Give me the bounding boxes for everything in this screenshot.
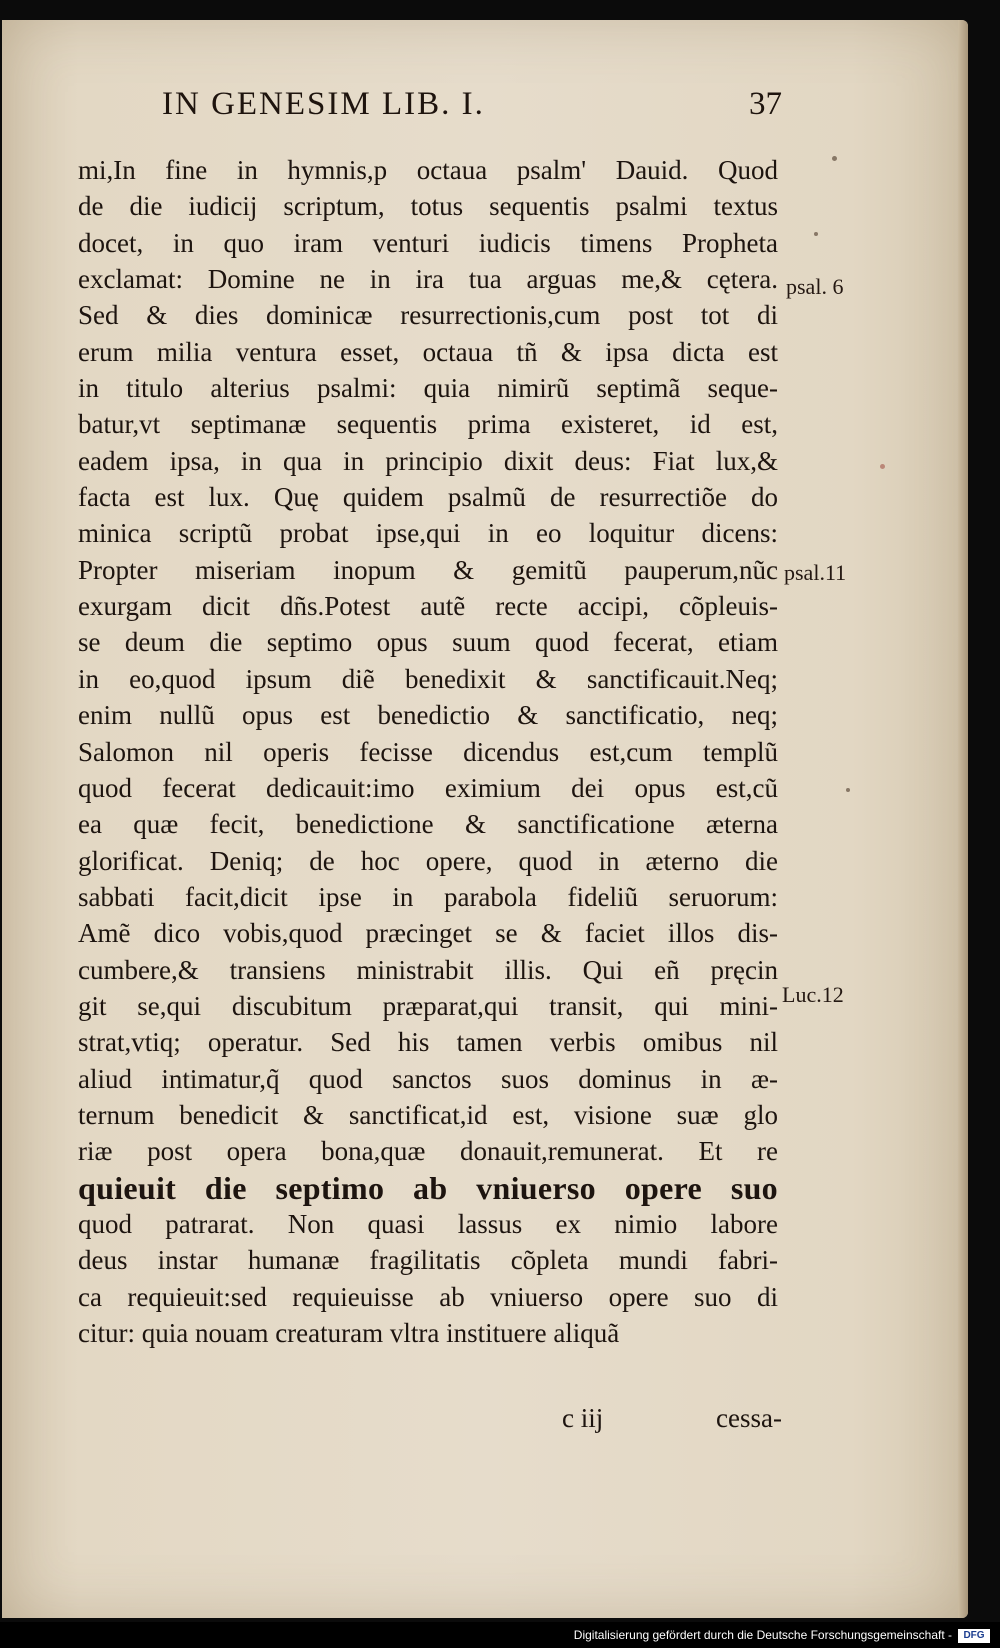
text-line: eadem ipsa, in qua in principio dixit deus: Fiat lux,&	[78, 445, 778, 476]
marginal-note-psal-11: psal.11	[784, 560, 847, 585]
text-line: riæ post opera bona,quæ donauit,remunerat. Et re	[78, 1136, 778, 1167]
ink-speck	[814, 232, 818, 236]
signature-mark: c iij	[562, 1403, 604, 1433]
running-head	[162, 86, 782, 130]
footer-credit: Digitalisierung gefördert durch die Deutsche Forschungsgemeinschaft -	[573, 1628, 952, 1642]
body-text	[78, 152, 778, 1351]
page-number: 37	[749, 86, 782, 122]
dfg-logo: DFG	[958, 1629, 990, 1643]
text-line: docet, in quo iram venturi iudicis timens Propheta	[78, 227, 778, 258]
text-line: quod patrarat. Non quasi lassus ex nimio labore	[78, 1208, 778, 1239]
text-line: Propter miseriam inopum & gemitũ pauperum,nũc	[78, 554, 778, 585]
book-page	[2, 20, 968, 1618]
page-edge	[958, 20, 968, 1618]
text-line: Amẽ dico vobis,quod præcinget se & faciet illos dis-	[78, 918, 778, 949]
text-line: strat,vtiq; operatur. Sed his tamen verbis omibus nil	[78, 1027, 778, 1058]
text-line: se deum die septimo opus suum quod fecerat, etiam	[78, 627, 778, 658]
text-line: de die iudicij scriptum, totus sequentis psalmi textus	[78, 191, 778, 222]
text-line: minica scriptũ probat ipse,qui in eo loquitur dicens:	[78, 518, 778, 549]
marginal-note-psal-6: psal. 6	[786, 274, 844, 299]
catchword: cessa-	[716, 1403, 782, 1433]
text-line: quod fecerat dedicauit:imo eximium dei opus est,cũ	[78, 772, 778, 803]
text-line: in eo,quod ipsum diẽ benedixit & sanctificauit.Neq;	[78, 663, 778, 694]
text-line: Sed & dies dominicæ resurrectionis,cum post tot di	[78, 300, 778, 331]
text-line: mi,In fine in hymnis,p octaua psalm' Dauid. Quod	[78, 155, 778, 185]
footer-bar	[0, 1622, 1000, 1648]
ink-speck	[880, 464, 885, 469]
text-line: in titulo alterius psalmi: quia nimirũ septimã seque-	[78, 373, 778, 404]
text-line: facta est lux. Quę quidem psalmũ de resurrectiõe do	[78, 482, 778, 513]
running-head-title: IN GENESIM LIB. I.	[162, 86, 485, 122]
ink-speck	[846, 788, 850, 792]
text-line: cumbere,& transiens ministrabit illis. Qui eñ pręcin	[78, 954, 778, 985]
text-line: enim nullũ opus est benedictio & sanctificatio, neq;	[78, 700, 778, 731]
text-line: exurgam dicit dñs.Potest autẽ recte accipi, cõpleuis-	[78, 591, 778, 622]
text-line: ca requieuit:sed requieuisse ab vniuerso opere suo di	[78, 1281, 778, 1312]
text-line: ea quæ fecit, benedictione & sanctificatione æterna	[78, 809, 778, 840]
text-line: citur: quia nouam creaturam vltra instituere aliquã	[78, 1318, 620, 1348]
text-line-emphasis: quieuit die septimo ab vniuerso opere suo	[78, 1169, 778, 1206]
text-line: glorificat. Deniq; de hoc opere, quod in æterno die	[78, 845, 778, 876]
text-line: aliud intimatur,q̃ quod sanctos suos dominus in æ-	[78, 1063, 778, 1094]
signature-line	[562, 1403, 782, 1439]
text-line: exclamat: Domine ne in ira tua arguas me,& cętera.	[78, 264, 778, 295]
ink-speck	[832, 156, 837, 161]
text-line: Salomon nil operis fecisse dicendus est,cum templũ	[78, 736, 778, 767]
text-line: ternum benedicit & sanctificat,id est, visione suæ glo	[78, 1099, 778, 1130]
text-line: erum milia ventura esset, octaua tñ & ipsa dicta est	[78, 336, 778, 367]
marginal-note-luc-12: Luc.12	[782, 982, 844, 1007]
text-line: git se,qui discubitum præparat,qui transit, qui mini-	[78, 990, 778, 1021]
text-line: deus instar humanæ fragilitatis cõpleta mundi fabri-	[78, 1245, 778, 1276]
text-line: sabbati facit,dicit ipse in parabola fideliũ seruorum:	[78, 881, 778, 912]
text-line: batur,vt septimanæ sequentis prima existeret, id est,	[78, 409, 778, 440]
